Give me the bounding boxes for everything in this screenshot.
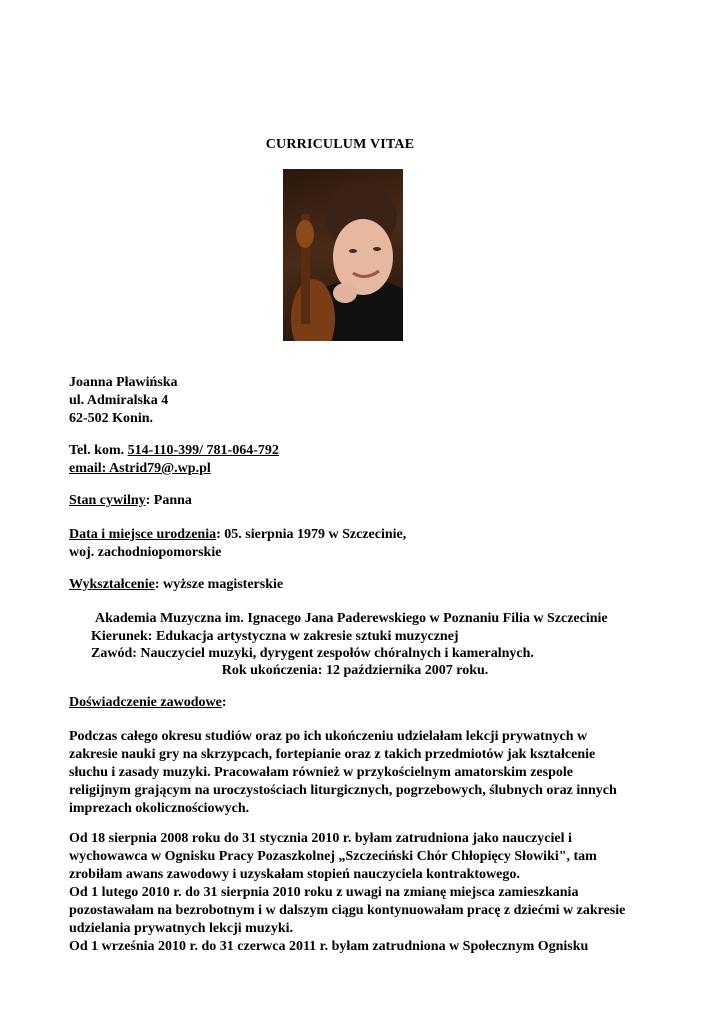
contact-name: Joanna Pławińska: [69, 375, 178, 390]
education-direction: Kierunek: Edukacja artystyczna w zakresie sztuki muzycznej: [91, 629, 459, 644]
education-label: Wykształcenie: [69, 577, 155, 592]
education-profession: Zawód: Nauczyciel muzyki, dyrygent zespołów chóralnych i kameralnych.: [91, 646, 534, 661]
experience-p2-line-1: Od 18 sierpnia 2008 roku do 31 stycznia 2010 r. byłam zatrudniona jako nauczyciel i: [69, 831, 572, 846]
document-title: CURRICULUM VITAE: [265, 137, 415, 152]
education-line: [69, 576, 283, 594]
portrait-photo: [283, 169, 403, 341]
contact-street: ul. Admiralska 4: [69, 393, 169, 408]
experience-p1-line-1: Podczas całego okresu studiów oraz po ich ukończeniu udzielałam lekcji prywatnych w: [69, 729, 588, 744]
birth-line: [69, 526, 406, 544]
experience-p2-line-4: Od 1 lutego 2010 r. do 31 sierpnia 2010 roku z uwagi na zmianę miejsca zamieszkania: [69, 885, 579, 900]
experience-p1-line-3: słuchu i zasady muzyki. Pracowałam również w przykościelnym amatorskim zespole: [69, 765, 573, 780]
experience-p2-line-6: udzielania prywatnych lekcji muzyki.: [69, 921, 294, 936]
experience-colon: :: [221, 695, 227, 710]
experience-p1-line-2: zakresie nauki gry na skrzypcach, fortepianie oraz z takich przedmiotów jak kształcenie: [69, 747, 596, 762]
experience-p2-line-7: Od 1 września 2010 r. do 31 czerwca 2011 r. byłam zatrudniona w Społecznym Ognisku: [69, 939, 589, 954]
phone-label: Tel. kom.: [69, 443, 128, 458]
civil-status-label: Stan cywilny: [69, 493, 146, 508]
experience-p2-line-2: wychowawca w Ognisku Pracy Pozaszkolnej „Szczeciński Chór Chłopięcy Słowiki", tam: [69, 849, 597, 864]
civil-status-line: [69, 492, 192, 510]
education-graduation: [0, 662, 724, 680]
birth-label: Data i miejsce urodzenia: [69, 527, 217, 542]
civil-status-value: : Panna: [145, 493, 192, 508]
birth-region: woj. zachodniopomorskie: [69, 545, 222, 560]
experience-p2-line-3: zrobiłam awans zawodowy i uzyskałam stopień nauczyciela kontraktowego.: [69, 867, 520, 882]
email-link[interactable]: email: Astrid79@.wp.pl: [69, 461, 211, 476]
education-value: : wyższe magisterskie: [154, 577, 284, 592]
birth-value: : 05. sierpnia 1979 w Szczecinie,: [216, 527, 407, 542]
graduation-text: Rok ukończenia: 12 października 2007 roku.: [221, 663, 489, 678]
phone-link[interactable]: 514-110-399/ 781-064-792: [127, 443, 279, 458]
education-academy: Akademia Muzyczna im. Ignacego Jana Paderewskiego w Poznaniu Filia w Szczecinie: [95, 611, 608, 626]
experience-p1-line-4: religijnym grającym na uroczystościach liturgicznych, pogrzebowych, ślubnych oraz innych: [69, 783, 617, 798]
experience-p2-line-5: pozostawałam na bezrobotnym i w dalszym ciągu kontynuowałam pracę z dziećmi w zakresie: [69, 903, 626, 918]
contact-city: 62-502 Konin.: [69, 411, 154, 426]
experience-heading: [69, 694, 226, 712]
contact-phone-line: [69, 442, 279, 460]
experience-label: Doświadczenie zawodowe: [69, 695, 222, 710]
experience-p1-line-5: imprezach okolicznościowych.: [69, 801, 250, 816]
